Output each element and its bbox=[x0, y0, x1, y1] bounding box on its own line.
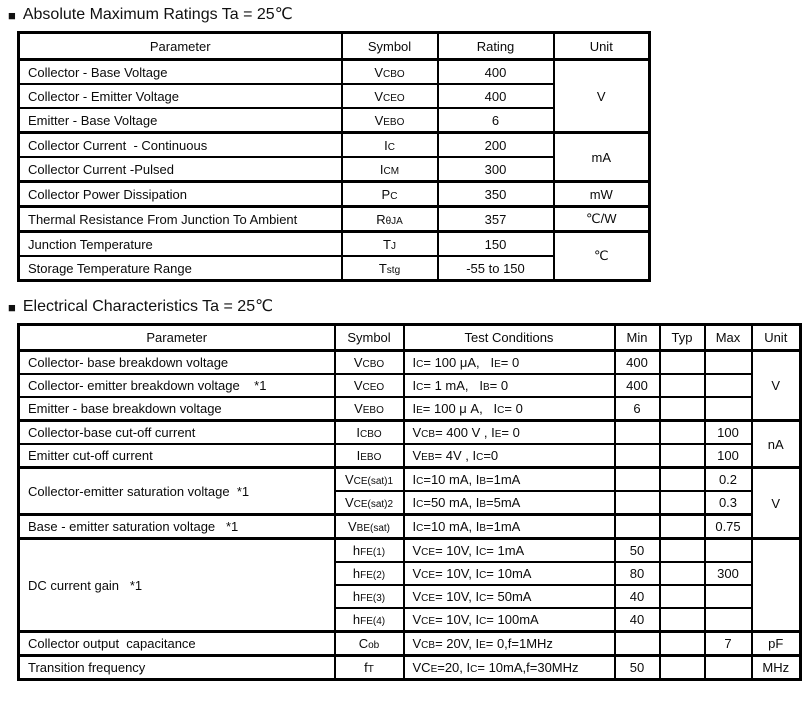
max-cell bbox=[705, 539, 752, 563]
symbol-cell: hFE(2) bbox=[335, 562, 404, 585]
param-cell: DC current gain *1 bbox=[19, 539, 335, 632]
table-row bbox=[19, 207, 650, 232]
typ-cell bbox=[660, 585, 705, 608]
table-row bbox=[19, 444, 801, 468]
table-row bbox=[19, 133, 650, 158]
column-header-symbol: Symbol bbox=[335, 325, 404, 351]
symbol-cell: IC bbox=[342, 133, 438, 158]
section-title-electrical-characteristics bbox=[8, 298, 803, 316]
unit-cell: V bbox=[554, 60, 650, 133]
cond-cell: IC=10 mA, IB=1mA bbox=[404, 515, 615, 539]
typ-cell bbox=[660, 397, 705, 421]
symbol-cell: VBE(sat) bbox=[335, 515, 404, 539]
param-cell: Collector-base cut-off current bbox=[19, 421, 335, 445]
section-title-text: Electrical Characteristics Ta = 25℃ bbox=[22, 298, 274, 315]
datasheet-page bbox=[0, 6, 803, 681]
column-header-unit: Unit bbox=[752, 325, 801, 351]
typ-cell bbox=[660, 444, 705, 468]
cond-cell: IC= 1 mA, IB= 0 bbox=[404, 374, 615, 397]
symbol-cell: hFE(4) bbox=[335, 608, 404, 632]
symbol-cell: Cob bbox=[335, 632, 404, 656]
max-cell bbox=[705, 608, 752, 632]
param-cell: Collector - Base Voltage bbox=[19, 60, 342, 85]
table-row bbox=[19, 421, 801, 445]
unit-cell: MHz bbox=[752, 656, 801, 680]
typ-cell bbox=[660, 468, 705, 492]
column-header-test-conditions: Test Conditions bbox=[404, 325, 615, 351]
column-header-max: Max bbox=[705, 325, 752, 351]
typ-cell bbox=[660, 608, 705, 632]
symbol-cell: VCEO bbox=[342, 84, 438, 108]
symbol-cell: VEBO bbox=[342, 108, 438, 133]
column-header-symbol: Symbol bbox=[342, 33, 438, 60]
typ-cell bbox=[660, 491, 705, 515]
param-cell: Collector- base breakdown voltage bbox=[19, 351, 335, 375]
rating-cell: 350 bbox=[438, 182, 554, 207]
min-cell bbox=[615, 444, 660, 468]
unit-cell: mW bbox=[554, 182, 650, 207]
typ-cell bbox=[660, 656, 705, 680]
symbol-cell: IEBO bbox=[335, 444, 404, 468]
symbol-cell: VCEO bbox=[335, 374, 404, 397]
column-header-parameter: Parameter bbox=[19, 33, 342, 60]
param-cell: Thermal Resistance From Junction To Ambient bbox=[19, 207, 342, 232]
symbol-cell: VEBO bbox=[335, 397, 404, 421]
column-header-typ: Typ bbox=[660, 325, 705, 351]
param-cell: Base - emitter saturation voltage *1 bbox=[19, 515, 335, 539]
unit-cell: nA bbox=[752, 421, 801, 468]
cond-cell: IC=50 mA, IB=5mA bbox=[404, 491, 615, 515]
cond-cell: VCE= 10V, IC= 50mA bbox=[404, 585, 615, 608]
min-cell bbox=[615, 515, 660, 539]
param-cell: Collector Current -Pulsed bbox=[19, 157, 342, 182]
symbol-cell: VCBO bbox=[335, 351, 404, 375]
min-cell: 40 bbox=[615, 608, 660, 632]
symbol-cell: RθJA bbox=[342, 207, 438, 232]
cond-cell: VCB= 400 V , IE= 0 bbox=[404, 421, 615, 445]
typ-cell bbox=[660, 539, 705, 563]
section-title-absolute-maximum-ratings bbox=[8, 6, 803, 24]
header-row bbox=[19, 325, 801, 351]
symbol-cell: hFE(3) bbox=[335, 585, 404, 608]
table-row bbox=[19, 632, 801, 656]
unit-cell: pF bbox=[752, 632, 801, 656]
table-row bbox=[19, 60, 650, 85]
cond-cell: VCB= 20V, IE= 0,f=1MHz bbox=[404, 632, 615, 656]
rating-cell: 357 bbox=[438, 207, 554, 232]
typ-cell bbox=[660, 351, 705, 375]
table-row bbox=[19, 374, 801, 397]
min-cell: 400 bbox=[615, 374, 660, 397]
symbol-cell: ICBO bbox=[335, 421, 404, 445]
min-cell: 40 bbox=[615, 585, 660, 608]
symbol-cell: Tstg bbox=[342, 256, 438, 281]
table-row bbox=[19, 351, 801, 375]
header-row bbox=[19, 33, 650, 60]
section-title-text: Absolute Maximum Ratings Ta = 25℃ bbox=[22, 6, 293, 23]
table-row bbox=[19, 656, 801, 680]
typ-cell bbox=[660, 632, 705, 656]
unit-cell: V bbox=[752, 468, 801, 539]
section-bullet-icon: ■ bbox=[8, 7, 16, 23]
section-bullet-icon: ■ bbox=[8, 299, 16, 315]
cond-cell: IE= 100 μ A, IC= 0 bbox=[404, 397, 615, 421]
cond-cell: VEB= 4V , IC=0 bbox=[404, 444, 615, 468]
max-cell: 0.3 bbox=[705, 491, 752, 515]
rating-cell: 150 bbox=[438, 232, 554, 257]
rating-cell: 200 bbox=[438, 133, 554, 158]
unit-cell: ℃ bbox=[554, 232, 650, 281]
column-header-rating: Rating bbox=[438, 33, 554, 60]
symbol-cell: TJ bbox=[342, 232, 438, 257]
unit-cell: V bbox=[752, 351, 801, 421]
symbol-cell: ICM bbox=[342, 157, 438, 182]
param-cell: Transition frequency bbox=[19, 656, 335, 680]
table-row bbox=[19, 539, 801, 563]
rating-cell: -55 to 150 bbox=[438, 256, 554, 281]
max-cell bbox=[705, 656, 752, 680]
param-cell: Storage Temperature Range bbox=[19, 256, 342, 281]
cond-cell: IC= 100 μA, IE= 0 bbox=[404, 351, 615, 375]
max-cell: 100 bbox=[705, 444, 752, 468]
cond-cell: VCE= 10V, IC= 1mA bbox=[404, 539, 615, 563]
min-cell bbox=[615, 421, 660, 445]
symbol-cell: fT bbox=[335, 656, 404, 680]
max-cell bbox=[705, 351, 752, 375]
typ-cell bbox=[660, 562, 705, 585]
rating-cell: 400 bbox=[438, 60, 554, 85]
param-cell: Junction Temperature bbox=[19, 232, 342, 257]
table-row bbox=[19, 232, 650, 257]
rating-cell: 400 bbox=[438, 84, 554, 108]
column-header-unit: Unit bbox=[554, 33, 650, 60]
cond-cell: IC=10 mA, IB=1mA bbox=[404, 468, 615, 492]
typ-cell bbox=[660, 421, 705, 445]
unit-cell: mA bbox=[554, 133, 650, 182]
column-header-parameter: Parameter bbox=[19, 325, 335, 351]
table-row bbox=[19, 515, 801, 539]
typ-cell bbox=[660, 515, 705, 539]
cond-cell: VCE= 10V, IC= 100mA bbox=[404, 608, 615, 632]
symbol-cell: PC bbox=[342, 182, 438, 207]
max-cell bbox=[705, 374, 752, 397]
min-cell bbox=[615, 491, 660, 515]
max-cell: 300 bbox=[705, 562, 752, 585]
cond-cell: VCE=20, IC= 10mA,f=30MHz bbox=[404, 656, 615, 680]
table-row bbox=[19, 468, 801, 492]
max-cell: 7 bbox=[705, 632, 752, 656]
param-cell: Emitter cut-off current bbox=[19, 444, 335, 468]
min-cell: 80 bbox=[615, 562, 660, 585]
max-cell: 0.75 bbox=[705, 515, 752, 539]
electrical-characteristics-table bbox=[17, 323, 802, 681]
table-row bbox=[19, 182, 650, 207]
param-cell: Collector- emitter breakdown voltage *1 bbox=[19, 374, 335, 397]
cond-cell: VCE= 10V, IC= 10mA bbox=[404, 562, 615, 585]
absolute-maximum-ratings-table bbox=[17, 31, 651, 282]
param-cell: Emitter - Base Voltage bbox=[19, 108, 342, 133]
param-cell: Collector output capacitance bbox=[19, 632, 335, 656]
unit-cell: ℃/W bbox=[554, 207, 650, 232]
max-cell: 100 bbox=[705, 421, 752, 445]
param-cell: Collector-emitter saturation voltage *1 bbox=[19, 468, 335, 515]
min-cell: 6 bbox=[615, 397, 660, 421]
table-row bbox=[19, 397, 801, 421]
min-cell bbox=[615, 468, 660, 492]
param-cell: Collector - Emitter Voltage bbox=[19, 84, 342, 108]
symbol-cell: VCE(sat)2 bbox=[335, 491, 404, 515]
min-cell: 50 bbox=[615, 539, 660, 563]
symbol-cell: VCE(sat)1 bbox=[335, 468, 404, 492]
param-cell: Collector Current - Continuous bbox=[19, 133, 342, 158]
min-cell bbox=[615, 632, 660, 656]
max-cell: 0.2 bbox=[705, 468, 752, 492]
symbol-cell: hFE(1) bbox=[335, 539, 404, 563]
typ-cell bbox=[660, 374, 705, 397]
rating-cell: 300 bbox=[438, 157, 554, 182]
symbol-cell: VCBO bbox=[342, 60, 438, 85]
min-cell: 400 bbox=[615, 351, 660, 375]
unit-cell bbox=[752, 539, 801, 632]
max-cell bbox=[705, 585, 752, 608]
min-cell: 50 bbox=[615, 656, 660, 680]
param-cell: Emitter - base breakdown voltage bbox=[19, 397, 335, 421]
rating-cell: 6 bbox=[438, 108, 554, 133]
column-header-min: Min bbox=[615, 325, 660, 351]
max-cell bbox=[705, 397, 752, 421]
param-cell: Collector Power Dissipation bbox=[19, 182, 342, 207]
